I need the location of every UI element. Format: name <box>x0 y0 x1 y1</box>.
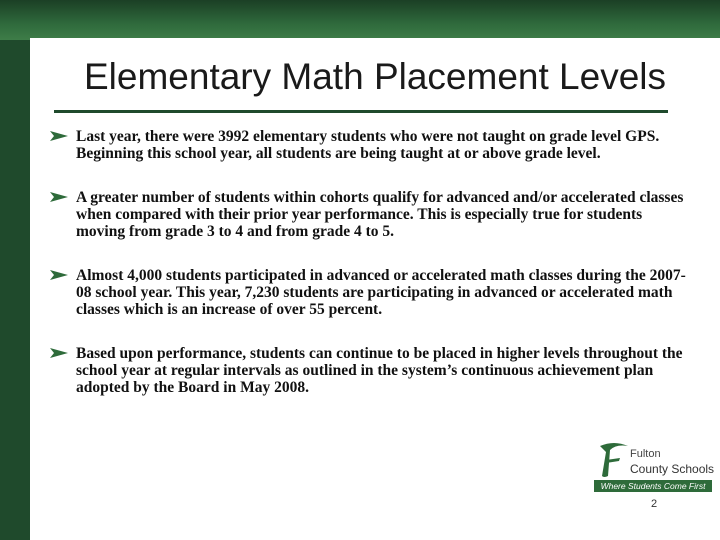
arrow-bullet-icon <box>50 270 68 280</box>
arrow-bullet-icon <box>50 131 68 141</box>
page-number: 2 <box>651 498 658 510</box>
arrow-bullet-icon <box>50 348 68 358</box>
bullet-text: Based upon performance, students can continue to be placed in higher levels throughout the school year at regular intervals as outlined in the system’s continuous achievement plan adopted by the Board in May 2008. <box>76 345 683 396</box>
logo-line1: Fulton <box>630 448 661 460</box>
bullet-list <box>48 128 688 423</box>
logo-tagline: Where Students Come First <box>594 480 712 492</box>
arrow-bullet-icon <box>50 192 68 202</box>
bullet-text: A greater number of students within cohorts qualify for advanced and/or accelerated classes when compared with their prior year performance. This is especially true for students moving from grade 3 to 4 and from grade 4 to 5. <box>76 189 684 240</box>
bullet-item <box>48 345 688 396</box>
slide-frame <box>0 0 720 40</box>
fulton-logo-icon <box>594 440 634 480</box>
bullet-text: Last year, there were 3992 elementary students who were not taught on grade level GPS. Beginning this school year, all students are being taught at or above grade level. <box>76 128 660 162</box>
fulton-county-schools-logo <box>592 438 714 496</box>
bullet-item <box>48 189 688 240</box>
slide-canvas <box>30 38 720 540</box>
bullet-item <box>48 128 688 162</box>
bullet-text: Almost 4,000 students participated in advanced or accelerated math classes during the 2007-08 school year. This year, 7,230 students are participating in advanced or accelerated math classes which is an increase of over 55 percent. <box>76 267 686 318</box>
bullet-item <box>48 267 688 318</box>
title-divider <box>54 110 668 113</box>
slide-title: Elementary Math Placement Levels <box>84 56 666 97</box>
logo-line2: County Schools <box>630 462 715 476</box>
